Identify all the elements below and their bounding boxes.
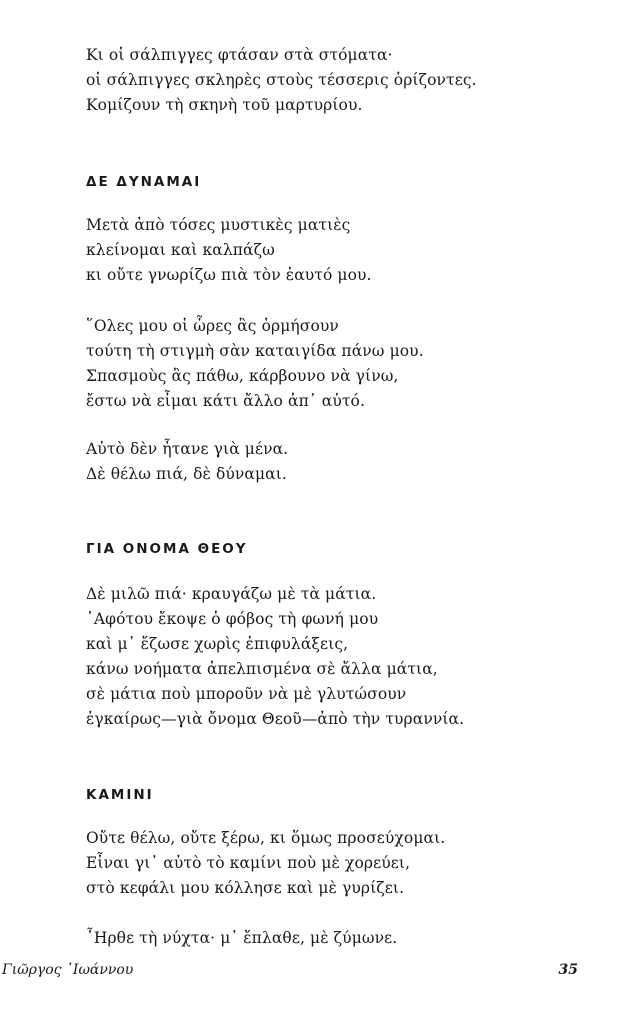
poem-title: ΚΑΜΙΝΙ xyxy=(86,787,154,803)
stanza xyxy=(86,213,372,288)
poem-line: ῏Ηρθε τὴ νύχτα· μ᾿ ἔπλαθε, μὲ ζύμωνε. xyxy=(86,929,398,947)
poem-line: στὸ κεφάλι μου κόλλησε καὶ μὲ γυρίζει. xyxy=(86,879,405,897)
stanza xyxy=(86,926,397,951)
poem-line: ἐγκαίρως—γιὰ ὄνομα Θεοῦ—ἀπὸ τὴν τυραννία. xyxy=(86,710,465,728)
poem-line: σὲ μάτια ποὺ μποροῦν νὰ μὲ γλυτώσουν xyxy=(86,685,407,703)
poem-title: ΔΕ ΔΥΝΑΜΑΙ xyxy=(86,174,202,190)
poem-line: Οὔτε θέλω, οὔτε ξέρω, κι ὅμως προσεύχομαι. xyxy=(86,829,446,847)
stanza-top xyxy=(86,43,477,118)
poem-line: Μετὰ ἀπὸ τόσες μυστικὲς ματιὲς xyxy=(86,216,351,234)
poem-line: κλείνομαι καὶ καλπάζω xyxy=(86,241,275,259)
stanza xyxy=(86,582,464,732)
poem-line: Δὲ μιλῶ πιά· κραυγάζω μὲ τὰ μάτια. xyxy=(86,585,377,603)
stanza xyxy=(86,826,445,901)
stanza xyxy=(86,314,424,414)
poem-line: Σπασμοὺς ἂς πάθω, κάρβουνο νὰ γίνω, xyxy=(86,367,399,385)
poem-line: Κομίζουν τὴ σκηνὴ τοῦ μαρτυρίου. xyxy=(86,96,363,114)
page-number: 35 xyxy=(558,962,578,978)
poem-line: ῞Ολες μου οἱ ὧρες ἂς ὁρμήσουν xyxy=(86,317,339,335)
poem-line: ἔστω νὰ εἶμαι κάτι ἄλλο ἀπ᾿ αὐτό. xyxy=(86,392,365,410)
poem-title: ΓΙΑ ΟΝΟΜΑ ΘΕΟΥ xyxy=(86,541,248,557)
poem-line: ᾿Αφότου ἔκοψε ὁ φόβος τὴ φωνή μου xyxy=(86,610,379,628)
poem-line: Κι οἱ σάλπιγγες φτάσαν στὰ στόματα· xyxy=(86,46,393,64)
poem-line: οἱ σάλπιγγες σκληρὲς στοὺς τέσσερις ὁρίζοντες. xyxy=(86,71,477,89)
stanza xyxy=(86,437,288,487)
poem-line: κάνω νοήματα ἀπελπισμένα σὲ ἄλλα μάτια, xyxy=(86,660,438,678)
poem-line: καὶ μ᾿ ἔζωσε χωρὶς ἐπιφυλάξεις, xyxy=(86,635,349,653)
poem-line: κι οὔτε γνωρίζω πιὰ τὸν ἑαυτό μου. xyxy=(86,266,372,284)
footer-author: Γιῶργος ᾿Ιωάννου xyxy=(2,962,134,978)
poem-line: τούτη τὴ στιγμὴ σὰν καταιγίδα πάνω μου. xyxy=(86,342,424,360)
poem-line: Δὲ θέλω πιά, δὲ δύναμαι. xyxy=(86,465,287,483)
poem-line: Αὐτὸ δὲν ἦτανε γιὰ μένα. xyxy=(86,440,289,458)
poem-line: Εἶναι γι᾿ αὐτὸ τὸ καμίνι ποὺ μὲ χορεύει, xyxy=(86,854,411,872)
